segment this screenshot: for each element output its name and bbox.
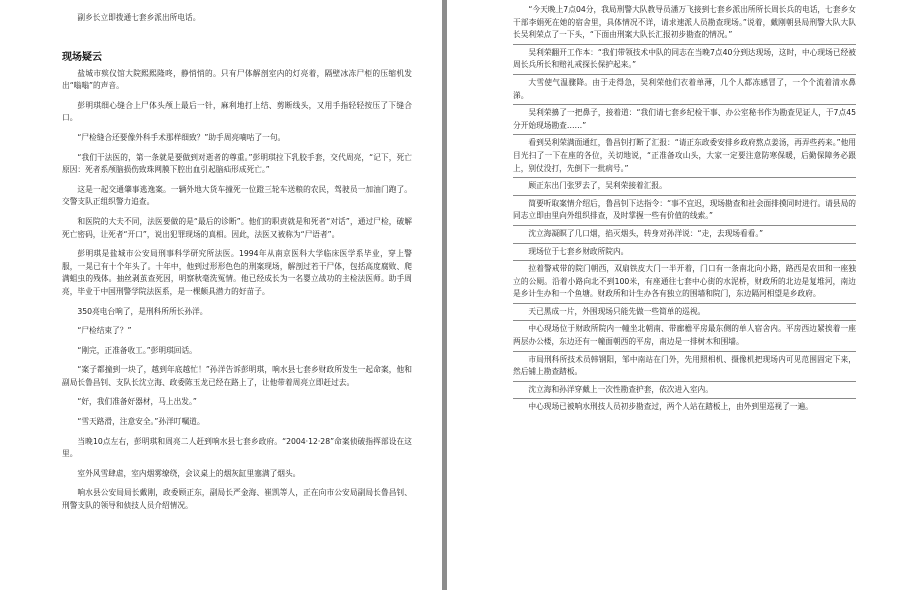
divider — [513, 104, 856, 105]
paragraph: 响水县公安局局长戴刚，政委顾正东，副局长严金海、崔凯等人，正在向市公安局副局长鲁昌钊、刑警支队的领导和侦技人员介绍情况。 — [62, 488, 412, 511]
divider — [513, 44, 856, 45]
paragraph: “刚完，正准备收工。”彭明琪回话。 — [77, 345, 197, 355]
paragraph: 当晚10点左右，彭明琪和周亮二人赶到响水县七套乡政府。“2004·12·28”命案侦破指挥部设在这里。 — [62, 436, 412, 459]
paragraph: 拉着警戒带的院门朝西，双扇铁皮大门一半开着，门口有一条南北向小路，路西是农田和一座独立的公厕。沿着小路向北不到100米，有座通往七套中心街的水泥桥，财政所的北边是复堆河，南边是乡计生办和一个鱼塘。财政所和计生办各有独立的围墙和院门，东边隔河相望是乡政府。 — [513, 264, 856, 299]
paragraph: “尸检结束了？” — [77, 326, 132, 336]
paragraph: “我们干法医的，第一条就是要做到对逝者的尊重。”彭明琪拉下乳胶手套，交代周亮，“记下，死亡原因：死者系颅脑损伤致珠网膜下腔出血引起脑疝形成死亡。” — [62, 152, 412, 175]
paragraph: 简要听取案情介绍后，鲁昌钊下达指令：“事不宜迟，现场勘查和社会面排摸同时进行。请县局的同志立即由里向外组织排查，及时掌握一些有价值的线索。” — [513, 198, 856, 221]
paragraph: 室外风雪肆虐，室内烟雾缭绕，会议桌上的烟灰缸里塞满了烟头。 — [77, 468, 301, 478]
divider — [513, 195, 856, 196]
paragraph: 天已黑成一片，外围现场只能先做一些简单的巡视。 — [528, 306, 706, 316]
divider — [513, 134, 856, 135]
paragraph: 现场位于七套乡财政所院内。 — [528, 246, 629, 256]
paragraph: 市局刑科所技术员韩钢阳，邹中南站在门外，先用照相机、摄像机把现场内可见范围固定下来，然后铺上勘查踏板。 — [513, 354, 856, 377]
paragraph: 彭明琪是盐城市公安局刑事科学研究所法医。1994年从南京医科大学临床医学系毕业，穿上警服，一晃已有十个年头了。十年中，他到过形形色色的刑案现场，解剖过若干尸体，包括高度腐败、爬满蛆虫的残体。抽丝剥茧查死因，明察秋毫洗冤情。他已经成长为一名婴立战功的主检法医师。助手周亮，毕业于中国刑警学院法医系，是一棵颇具潜力的好苗子。 — [62, 249, 412, 296]
paragraph: “雪天路滑，注意安全。”孙洋叮嘱道。 — [77, 417, 205, 427]
section-heading: 现场疑云 — [62, 51, 102, 63]
divider — [513, 225, 856, 226]
left-page — [0, 0, 442, 590]
paragraph: 看到吴利荣满面通红，鲁昌钊打断了汇报：“请正东政委安排乡政府熬点姜汤，再弄些药来。”他用目光扫了一下在座的各位，关切地说，“正准备攻山头，大家一定要注意防寒保暖，后勤保障务必跟上，别仗没打，先倒下一批病号。” — [513, 138, 856, 173]
paragraph: 中心现场位于财政所院内一幢坐北朝南、带廊檐平房最东侧的单人宿舍内。平房西边紧挨着一座两层办公楼，东边还有一幢面朝西的平房，南边是一排树木和围墙。 — [513, 324, 856, 347]
paragraph: 这是一起交通肇事逃逸案。一辆外地大货车撞死一位蹬三轮车送粮的农民，驾驶员一加油门跑了。交警支队正组织警力追查。 — [62, 184, 412, 207]
paragraph: 沈立海凝瞑了几口烟，掐灭烟头，转身对孙洋说：“走，去现场看看。” — [528, 228, 764, 238]
paragraph: “尸检缝合还要像外科手术那样细致？”助手周亮嘀咕了一句。 — [77, 132, 286, 142]
divider — [513, 398, 856, 399]
divider — [513, 177, 856, 178]
divider — [513, 320, 856, 321]
right-page — [447, 0, 898, 590]
divider — [513, 351, 856, 352]
paragraph: 吴利荣翻开工作本：“我们带领技术中队的同志在当晚7点40分到达现场，这时，中心现场已经被周长兵所长和赔礼戒探长保护起来。” — [513, 47, 856, 70]
paragraph: 350亮电台响了，是刑科所所长孙洋。 — [77, 306, 208, 316]
paragraph: 大雪使气温骤降。由于走得急，吴利荣他们衣着单薄，几个人都冻感冒了，一个个流着清水鼻涕。 — [513, 77, 856, 100]
paragraph: 盐城市殡仪馆大院熙熙隆咚，静悄悄的。只有尸体解剖室内的灯亮着，隔壁冰冻尸柜的压缩机发出“嗡嗡”的声音。 — [62, 68, 412, 91]
paragraph: “好，我们准备好器材，马上出发。” — [77, 397, 197, 407]
paragraph: 中心现场已被响水刑技人员初步勘查过，两个人站在踏板上，由外到里巡视了一遍。 — [528, 402, 813, 412]
left-page-top-line: 副乡长立即拨通七套乡派出所电话。 — [77, 13, 201, 22]
divider — [513, 243, 856, 244]
paragraph: 沈立海和孙洋穿戴上一次性勘查护套，依次进入室内。 — [528, 384, 713, 394]
paragraph: 顾正东出门张罗去了，吴利荣接着汇报。 — [528, 181, 667, 191]
paragraph: 吴利荣擤了一把鼻子，接着道：“我们请七套乡纪检干事、办公室秘书作为勘查见证人，于7点45分开始现场勘查……” — [513, 108, 856, 130]
paragraph: 和医院的大夫不同，法医要做的是“最后的诊断”。他们的职责就是和死者“对话”，通过尸检，破解死亡密码，让死者“开口”，说出犯罪现场的真相。因此，法医又被称为“尸语者”。 — [62, 216, 412, 239]
divider — [513, 260, 856, 261]
divider — [513, 303, 856, 304]
paragraph: “案子都撞到一块了，越到年底越忙！”孙洋告诉彭明琪，响水县七套乡财政所发生一起命案，他和副局长鲁昌钊、支队长沈立海、政委陈玉龙已经在路上了，让他带着周亮立即赶过去。 — [62, 365, 412, 387]
divider — [513, 74, 856, 75]
paragraph: 彭明琪细心缝合上尸体头颅上最后一针，麻利地打上结、剪断线头，又用手指轻轻按压了下缝合口。 — [62, 100, 412, 123]
paragraph: “今天晚上7点04分，我局刑警大队教导员潘万飞接到七套乡派出所所长周长兵的电话，七套乡女干部李娟死在她的宿舍里，具体情况不详，请求速派人员勘查现场。”说着，戴刚朝县局刑警大队大队长吴利荣点了一下头，“下面由刑案大队长汇报初步勘查的情况。” — [513, 5, 856, 40]
divider — [513, 381, 856, 382]
